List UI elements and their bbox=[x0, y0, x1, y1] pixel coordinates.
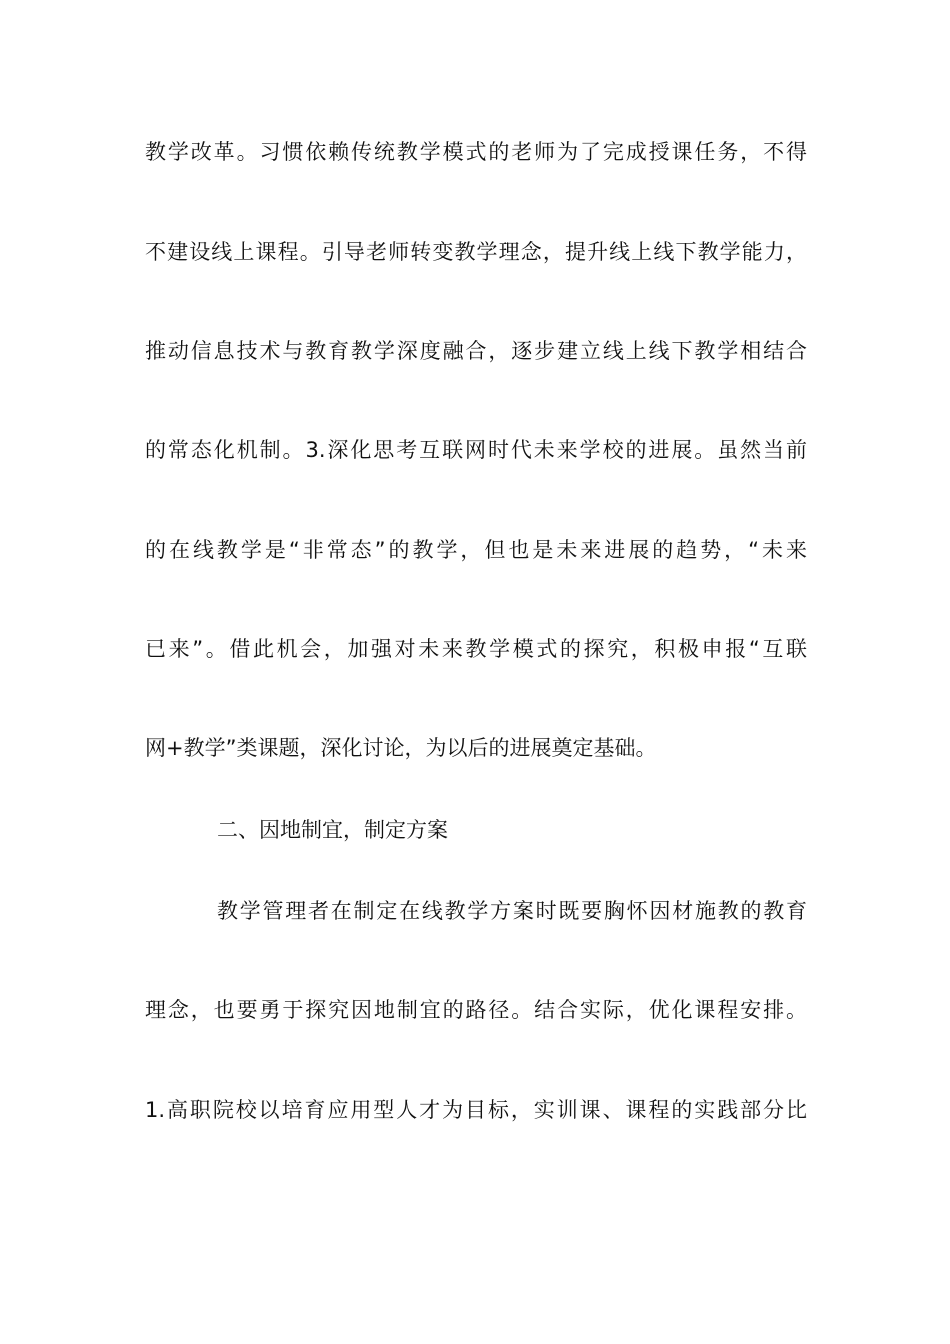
paragraph-line: 理念，也要勇于探究因地制宜的路径。结合实际，优化课程安排。 bbox=[145, 998, 807, 1022]
paragraph-line-indented: 教学管理者在制定在线教学方案时既要胸怀因材施教的教育 bbox=[217, 899, 807, 923]
paragraph-line: 已来”。借此机会，加强对未来教学模式的探究，积极申报“互联 bbox=[145, 637, 807, 661]
paragraph-line: 的在线教学是“非常态”的教学，但也是未来进展的趋势，“未来 bbox=[145, 538, 807, 562]
paragraph-line: 教学改革。习惯依赖传统教学模式的老师为了完成授课任务，不得 bbox=[145, 140, 807, 164]
paragraph-line: 1.高职院校以培育应用型人才为目标，实训课、课程的实践部分比 bbox=[145, 1098, 807, 1122]
paragraph-line: 推动信息技术与教育教学深度融合，逐步建立线上线下教学相结合 bbox=[145, 339, 807, 363]
paragraph-line: 的常态化机制。3.深化思考互联网时代未来学校的进展。虽然当前 bbox=[145, 438, 807, 462]
paragraph-line: 不建设线上课程。引导老师转变教学理念，提升线上线下教学能力， bbox=[145, 240, 807, 264]
section-heading: 二、因地制宜，制定方案 bbox=[217, 818, 448, 842]
paragraph-line-last: 网+教学”类课题，深化讨论，为以后的进展奠定基础。 bbox=[145, 736, 657, 760]
